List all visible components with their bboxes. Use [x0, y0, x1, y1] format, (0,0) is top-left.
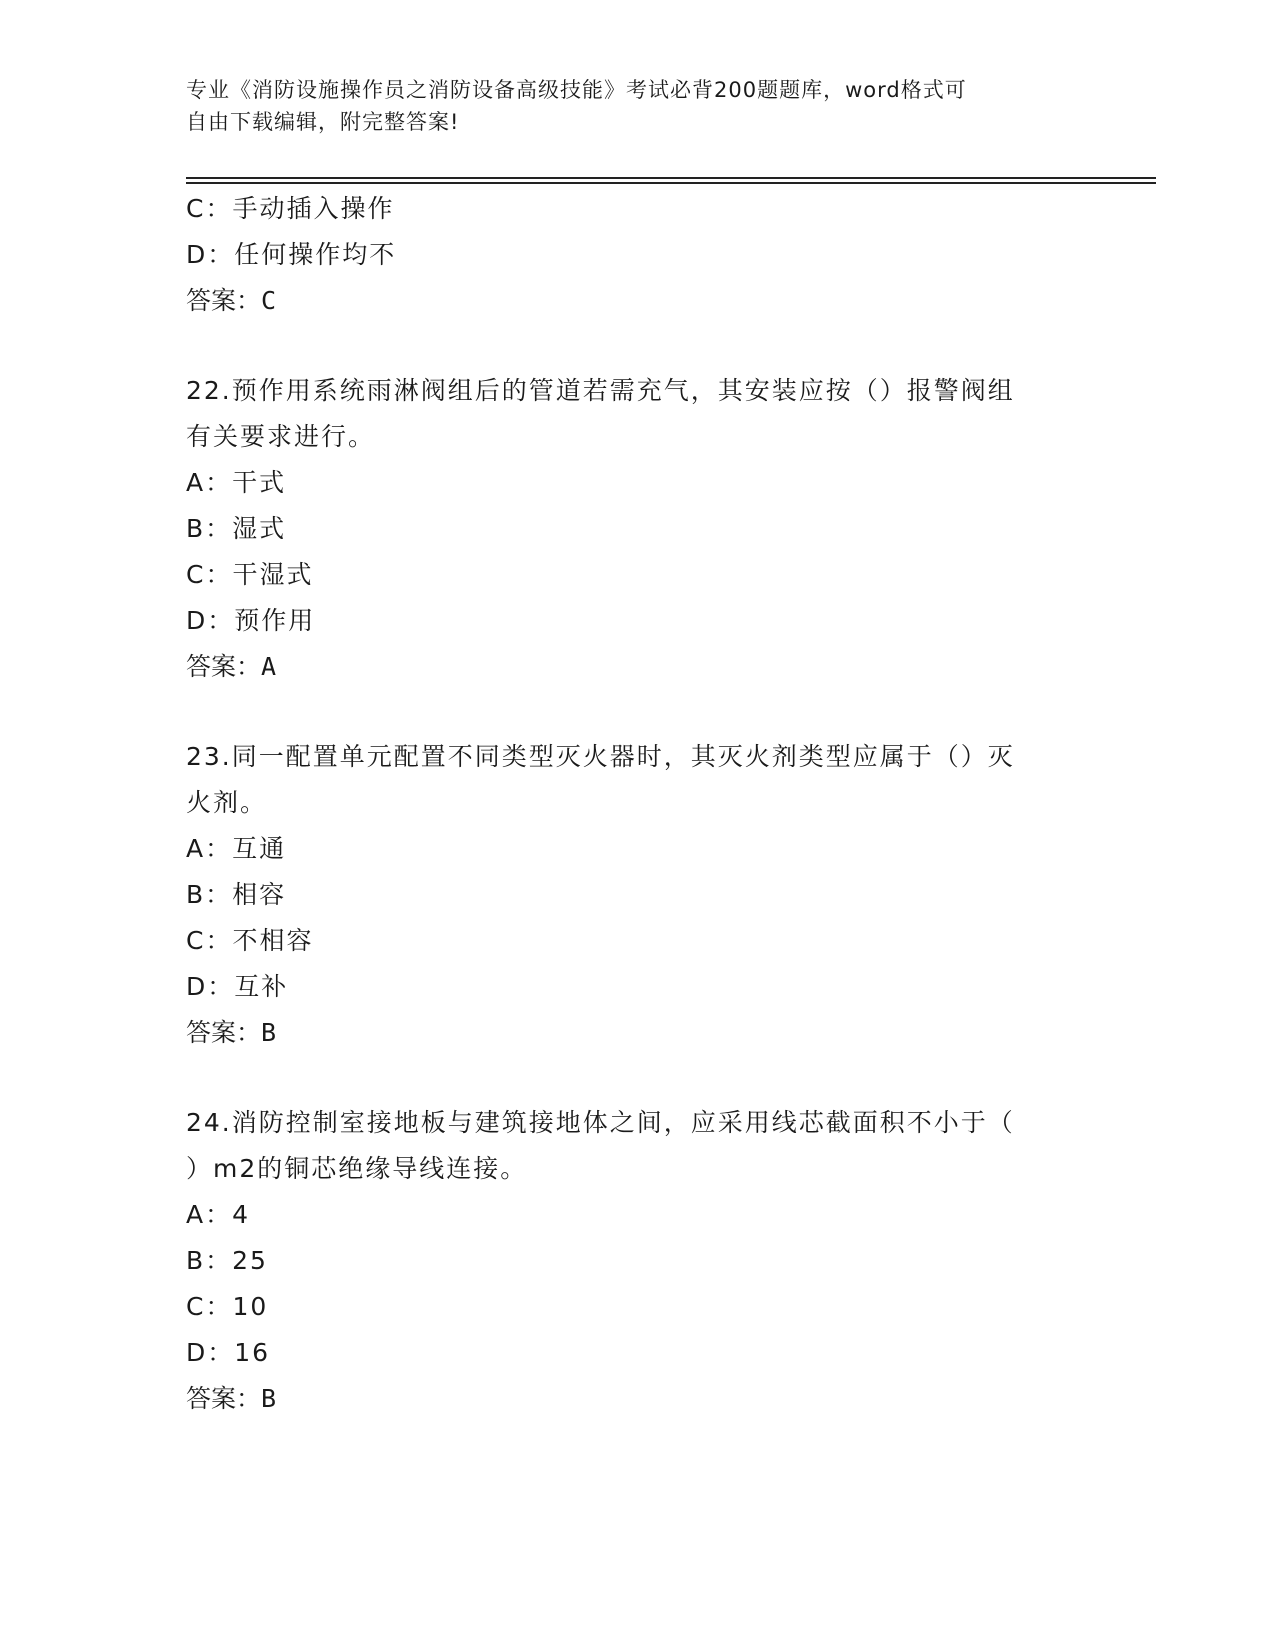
header-divider-secondary — [186, 182, 1156, 184]
option-b: B：25 — [186, 1246, 268, 1275]
option-b: B：相容 — [186, 880, 287, 909]
question-block-23 — [186, 734, 1086, 1056]
answer-line: 答案：A — [186, 652, 277, 681]
header-line-2: 自由下载编辑，附完整答案! — [186, 110, 460, 134]
option-c: C：不相容 — [186, 926, 314, 955]
answer-line: 答案：C — [186, 286, 277, 315]
option-a: A：互通 — [186, 834, 287, 863]
option-d: D：预作用 — [186, 606, 316, 635]
option-a: A：4 — [186, 1200, 251, 1229]
option-a: A：干式 — [186, 468, 287, 497]
header-line-1: 专业《消防设施操作员之消防设备高级技能》考试必背200题题库，word格式可 — [186, 78, 967, 102]
option-d: D：互补 — [186, 972, 289, 1001]
option-b: B：湿式 — [186, 514, 287, 543]
option-c: C：干湿式 — [186, 560, 314, 589]
option-d: D：任何操作均不 — [186, 240, 397, 269]
answer-line: 答案：B — [186, 1018, 277, 1047]
question-list — [186, 186, 1086, 1422]
question-block-22 — [186, 368, 1086, 690]
question-stem-continued: 火剂。 — [186, 788, 268, 817]
question-stem-continued: 有关要求进行。 — [186, 422, 376, 451]
option-c: C：10 — [186, 1292, 269, 1321]
question-stem: 22.预作用系统雨淋阀组后的管道若需充气，其安装应按（）报警阀组 — [186, 376, 1015, 405]
question-stem-continued: ）m2的铜芯绝缘导线连接。 — [186, 1154, 528, 1183]
question-stem: 24.消防控制室接地板与建筑接地体之间，应采用线芯截面积不小于（ — [186, 1108, 1015, 1137]
question-stem: 23.同一配置单元配置不同类型灭火器时，其灭火剂类型应属于（）灭 — [186, 742, 1015, 771]
answer-line: 答案：B — [186, 1384, 277, 1413]
option-d: D：16 — [186, 1338, 271, 1367]
question-block-21 — [186, 186, 1086, 324]
page-header — [186, 74, 1066, 138]
header-divider — [186, 177, 1156, 179]
option-c: C：手动插入操作 — [186, 194, 395, 223]
question-block-24 — [186, 1100, 1086, 1422]
